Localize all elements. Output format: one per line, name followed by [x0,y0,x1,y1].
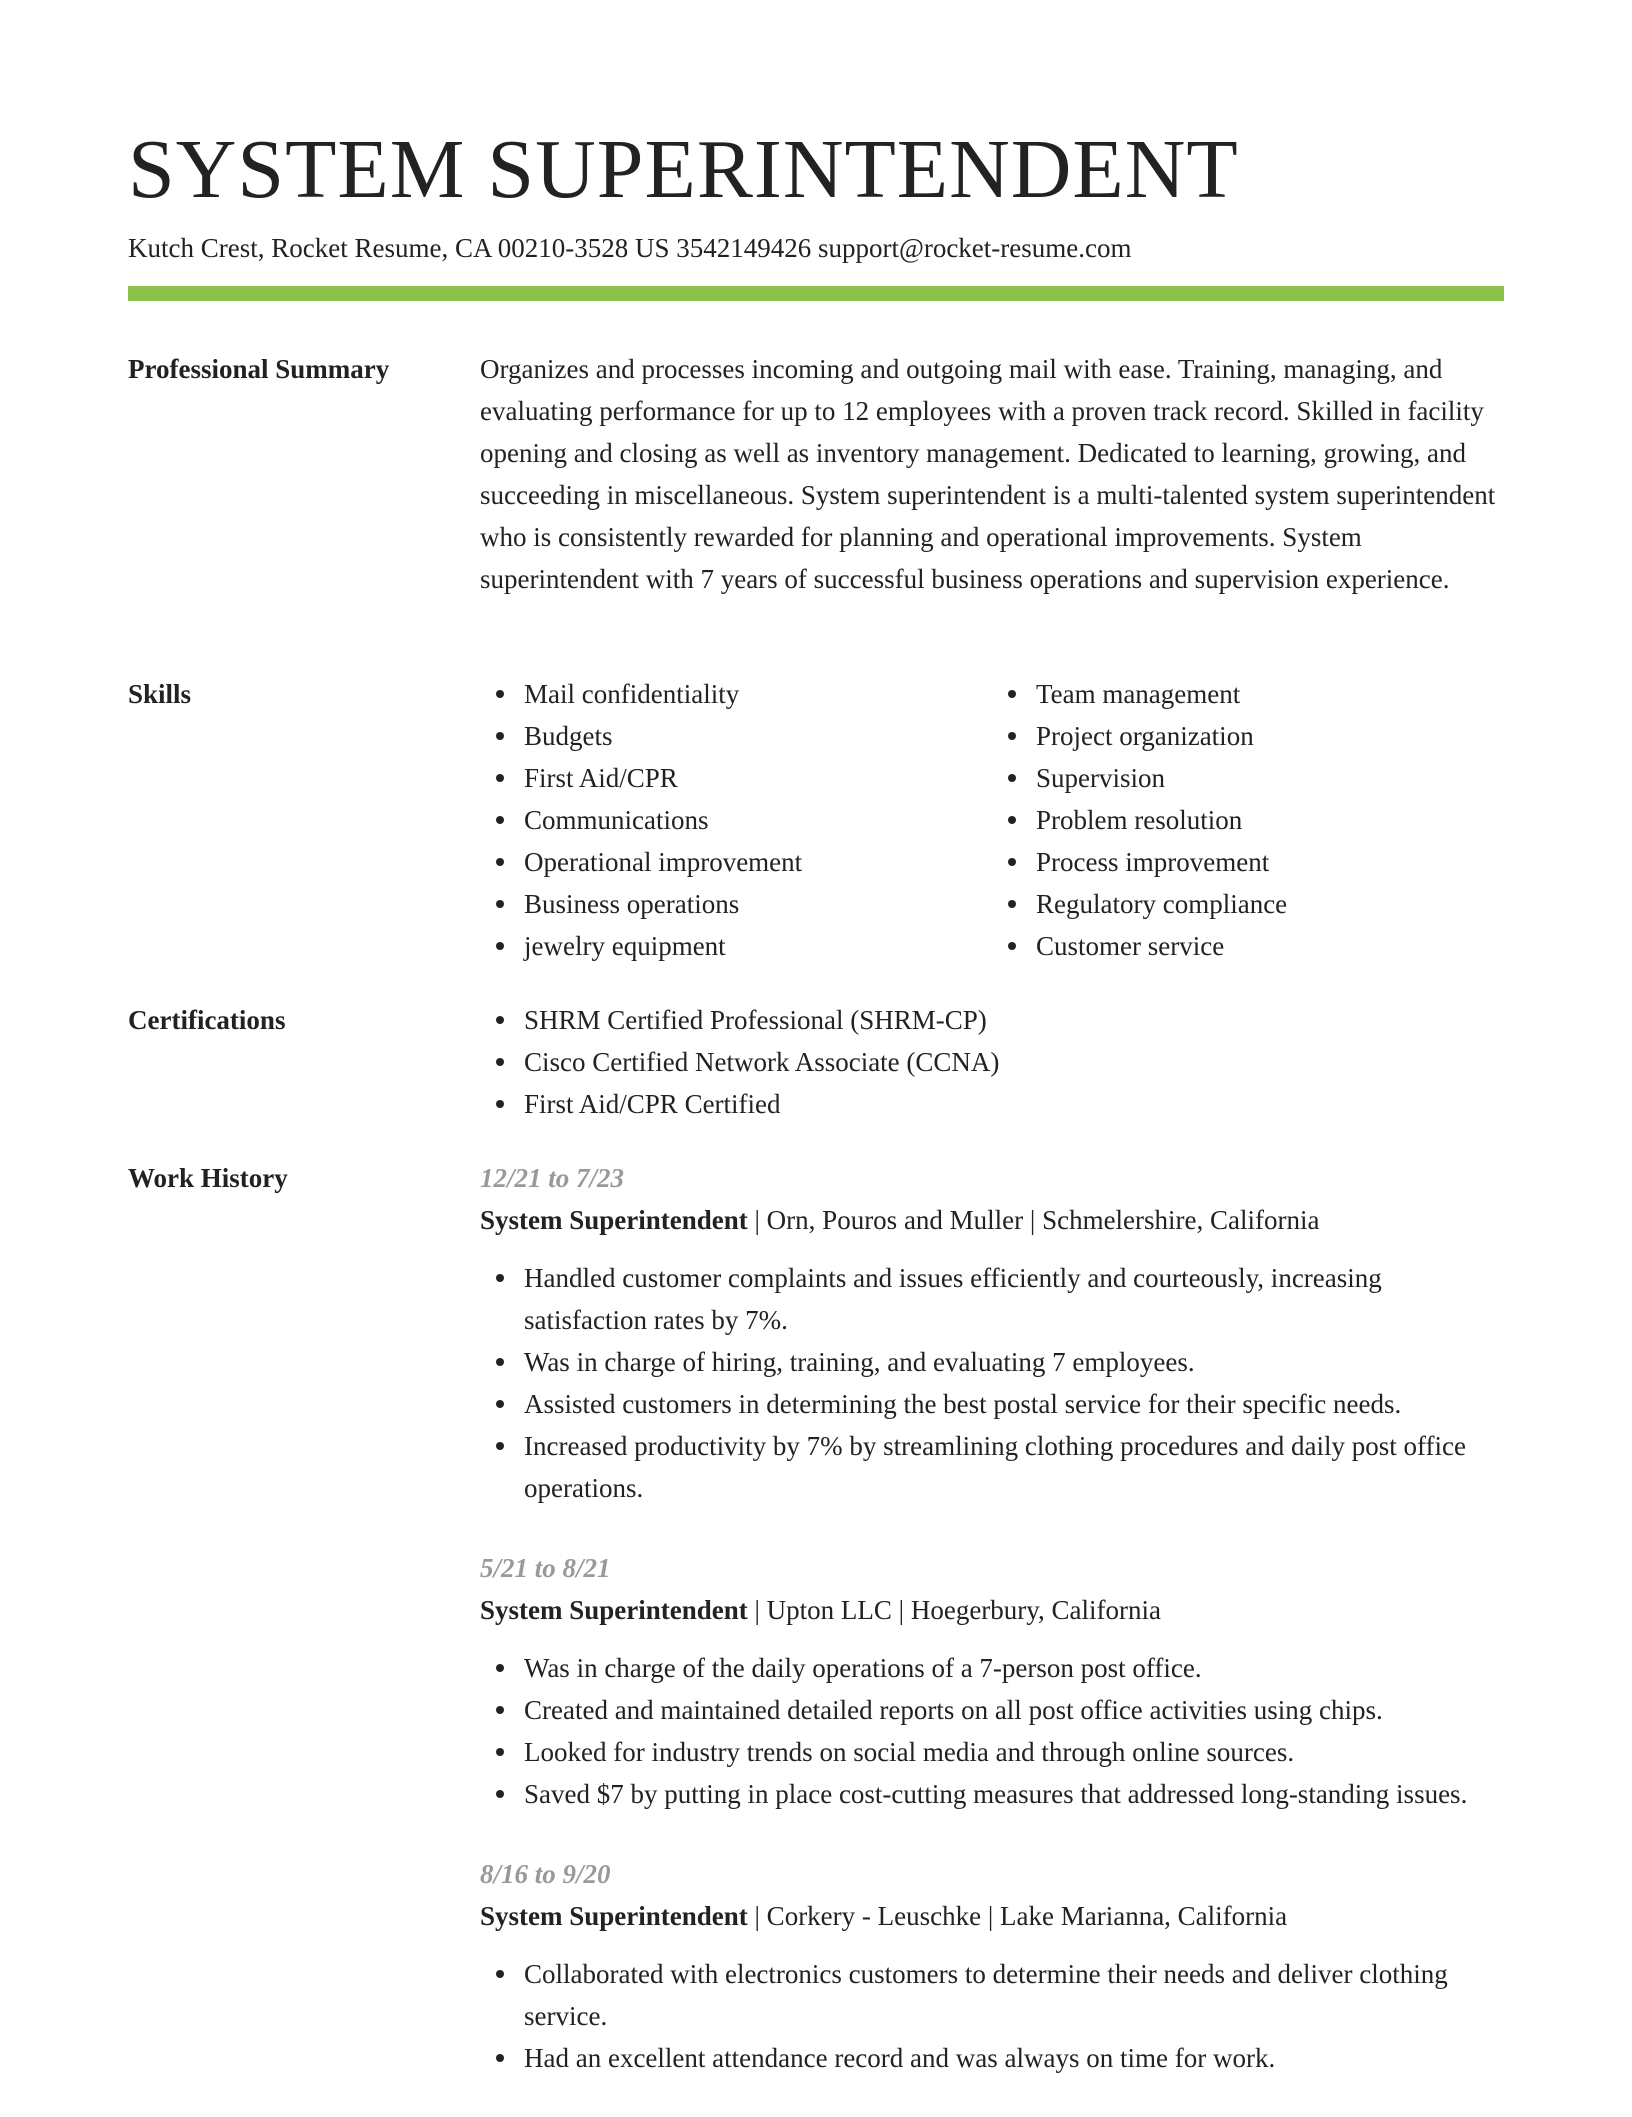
resume-name: SYSTEM SUPERINTENDENT [128,123,1239,216]
skill-item: Customer service [1036,925,1504,967]
job-title: System Superintendent [480,1595,748,1625]
skills-list-left [480,673,992,967]
job-bullet: Increased productivity by 7% by streamlining clothing procedures and daily post office operations. [524,1425,1504,1509]
job-bullets [480,1953,1504,2079]
summary-text: Organizes and processes incoming and outgoing mail with ease. Training, managing, and evaluating performance for up to 12 employees with a proven track record. Skilled in facility opening and closing as well as inventory management. Dedicated to learning, growing, and succeeding in miscellaneous. System superintendent is a multi-talented system superintendent who is consistently rewarded for planning and operational improvements. System superintendent with 7 years of successful business operations and supervision experience. [480,354,1496,594]
contact-line: Kutch Crest, Rocket Resume, CA 00210-3528 US 3542149426 support@rocket-resume.com [128,233,1132,263]
job-bullets [480,1647,1504,1815]
job-entry [480,1157,1504,1509]
skill-item: Regulatory compliance [1036,883,1504,925]
job-bullet: Assisted customers in determining the best postal service for their specific needs. [524,1383,1504,1425]
skill-item: Team management [1036,673,1504,715]
certification-item: Cisco Certified Network Associate (CCNA) [524,1041,1504,1083]
job-entry [480,1853,1504,2079]
job-dates: 5/21 to 8/21 [480,1553,611,1583]
job-bullet: Had an excellent attendance record and was always on time for work. [524,2037,1504,2079]
job-bullet: Was in charge of hiring, training, and evaluating 7 employees. [524,1341,1504,1383]
skill-item: Mail confidentiality [524,673,992,715]
job-title: System Superintendent [480,1205,748,1235]
job-title: System Superintendent [480,1901,748,1931]
job-bullet: Saved $7 by putting in place cost-cutting measures that addressed long-standing issues. [524,1773,1504,1815]
skill-item: Project organization [1036,715,1504,757]
skill-item: First Aid/CPR [524,757,992,799]
certifications-list [480,999,1504,1125]
job-employer-location: | Orn, Pouros and Muller | Schmelershire, California [747,1205,1320,1235]
skill-item: Operational improvement [524,841,992,883]
job-bullet: Was in charge of the daily operations of a 7-person post office. [524,1647,1504,1689]
section-title-summary: Professional Summary [128,354,390,384]
skill-item: Supervision [1036,757,1504,799]
job-bullets [480,1257,1504,1509]
job-bullet: Created and maintained detailed reports on all post office activities using chips. [524,1689,1504,1731]
skill-item: jewelry equipment [524,925,992,967]
job-employer-location: | Corkery - Leuschke | Lake Marianna, California [747,1901,1288,1931]
skill-item: Communications [524,799,992,841]
job-entry [480,1547,1504,1815]
skill-item: Problem resolution [1036,799,1504,841]
job-employer-location: | Upton LLC | Hoegerbury, California [747,1595,1161,1625]
section-title-skills: Skills [128,679,192,709]
section-title-work-history: Work History [128,1163,288,1193]
job-title-line [480,1589,1504,1631]
header-divider [128,286,1504,301]
section-title-certifications: Certifications [128,1005,286,1035]
skill-item: Business operations [524,883,992,925]
job-dates: 8/16 to 9/20 [480,1859,611,1889]
job-bullet: Collaborated with electronics customers to determine their needs and deliver clothing service. [524,1953,1504,2037]
skill-item: Budgets [524,715,992,757]
certification-item: SHRM Certified Professional (SHRM-CP) [524,999,1504,1041]
job-title-line [480,1199,1504,1241]
job-bullet: Looked for industry trends on social media and through online sources. [524,1731,1504,1773]
job-bullet: Handled customer complaints and issues efficiently and courteously, increasing satisfaction rates by 7%. [524,1257,1504,1341]
job-dates: 12/21 to 7/23 [480,1163,625,1193]
certification-item: First Aid/CPR Certified [524,1083,1504,1125]
skill-item: Process improvement [1036,841,1504,883]
job-title-line [480,1895,1504,1937]
skills-list-right [992,673,1504,967]
